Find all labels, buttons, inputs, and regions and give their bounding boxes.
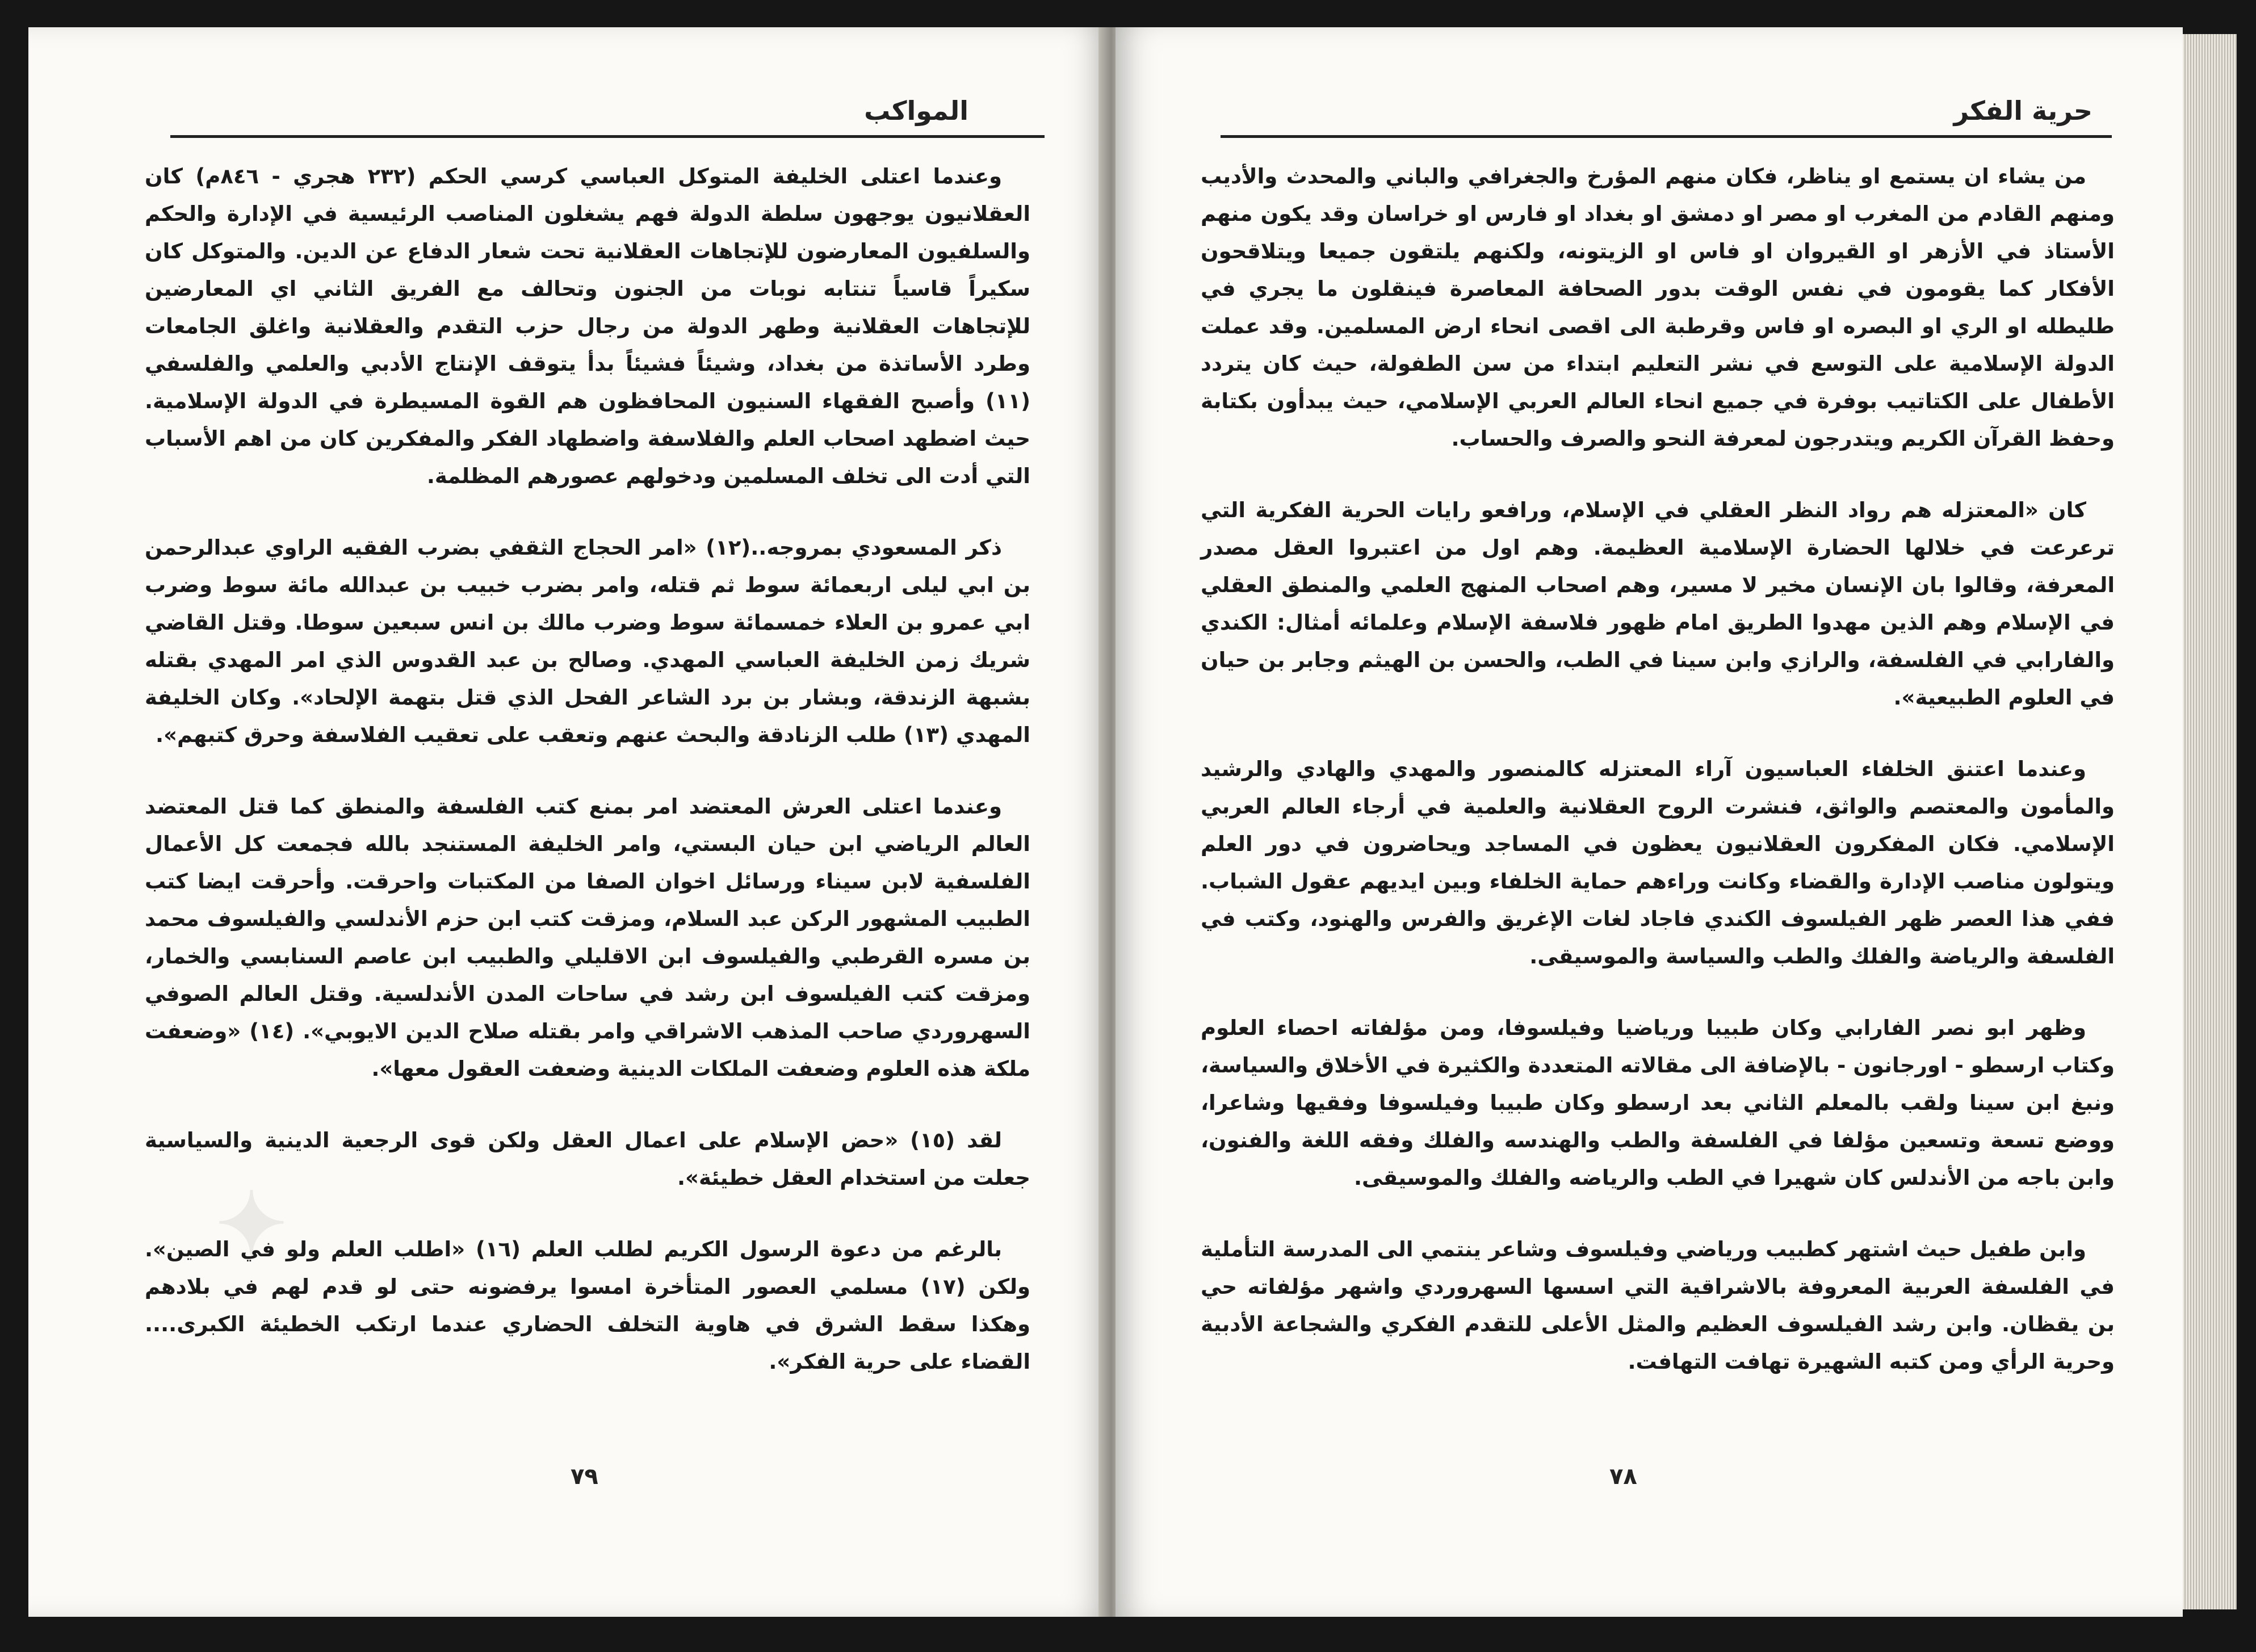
paragraph: وعندما اعتنق الخلفاء العباسيون آراء المعتزله كالمنصور والمهدي والهادي والرشيد والمأمون والمعتصم والواثق، فنشرت الروح العقلانية والعلمية في أرجاء العالم العربي الإسلامي. فكان المفكرون العقلانيون يعظون في المساجد ويحاضرون في دور العلم ويتولون مناصب الإدارة والقضاء وكانت وراءهم حماية الخلفاء وبين ايديهم عقول الشباب. ففي هذا العصر ظهر الفيلسوف الكندي فاجاد لغات الإغريق والفرس والهنود، وكتب في الفلسفة والرياضة والفلك والطب والسياسة والموسيقى.: [1201, 757, 2115, 968]
paragraph: لقد (١٥) «حض الإسلام على اعمال العقل ولكن قوى الرجعية الدينية والسياسية جعلت من استخدام العقل خطيئة».: [145, 1128, 1030, 1190]
paragraph: كان «المعتزله هم رواد النظر العقلي في الإسلام، ورافعو رايات الحرية الفكرية التي ترعرعت في خلالها الحضارة الإسلامية العظيمة. وهم اول من اعتبروا العقل مصدر المعرفة، وقالوا بان الإنسان مخير لا مسير، وهم اصحاب المنهج العلمي والمنطق العقلي في الإسلام وهم الذين مهدوا الطريق امام ظهور فلاسفة الإسلام وعلمائه أمثال: الكندي والفارابي في الفلسفة، والرازي وابن سينا في الطب، والحسن بن الهيثم وجابر بن حيان في العلوم الطبيعية».: [1201, 498, 2115, 710]
running-title: المواكب: [856, 95, 976, 126]
right-page: [1116, 27, 2183, 1617]
right-page-header: [1221, 95, 2112, 146]
paragraph: وعندما اعتلى الخليفة المتوكل العباسي كرسي الحكم (٢٣٢ هجري - ٨٤٦م) كان العقلانيون يوجهون سلطة الدولة فهم يشغلون المناصب الرئيسية في الإدارة والحكم والسلفيون المعارضون للإتجاهات العقلانية تحت شعار الدفاع عن الدين. والمتوكل كان سكيراً قاسياً تنتابه نوبات من الجنون وتحالف مع الفريق الثاني اي المعارضين للإتجاهات العقلانية وطهر الدولة من رجال حزب التقدم والعقلانية واغلق الجامعات وطرد الأساتذة من بغداد، وشيئاً فشيئاً بدأ يتوقف الإنتاج الأدبي والعلمي والفلسفي (١١) وأصبح الفقهاء السنيون المحافظون هم القوة المسيطرة في الدولة الإسلامية. حيث اضطهد اصحاب العلم والفلاسفة واضطهاد الفكر والمفكرين كان من اهم الأسباب التي أدت الى تخلف المسلمين ودخولهم عصورهم المظلمة.: [145, 164, 1030, 488]
paragraph: من يشاء ان يستمع او يناظر، فكان منهم المؤرخ والجغرافي والباني والمحدث والأديب ومنهم القادم من المغرب او مصر او دمشق او بغداد او فارس او خراسان وقد يكون منهم الأستاذ في الأزهر او القيروان او فاس او الزيتونه، ولكنهم يلتقون جميعا ويتلاقحون الأفكار كما يقومون في نفس الوقت بدور الصحافة المعاصرة فينقلون ما يجري في طليطله او الري او البصره او فاس وقرطبة الى اقصى انحاء ارض المسلمين. وقد عملت الدولة الإسلامية على التوسع في نشر التعليم ابتداء من سن الطفولة، حيث كان يتردد الأطفال على الكتاتيب بوفرة في جميع انحاء العالم العربي الإسلامي، حيث يبدأون بكتابة وحفظ القرآن الكريم ويتدرجون لمعرفة النحو والصرف والحساب.: [1201, 164, 2115, 451]
paragraph: وعندما اعتلى العرش المعتضد امر بمنع كتب الفلسفة والمنطق كما قتل المعتضد العالم الرياضي ابن حيان البستي، وامر الخليفة المستنجد بالله فجمعت كل الأعمال الفلسفية لابن سيناء ورسائل اخوان الصفا من المكتبات واحرقت. وأحرقت ايضا كتب الطبيب المشهور الركن عبد السلام، ومزقت كتب ابن حزم الأندلسي والفيلسوف محمد بن مسره القرطبي والفيلسوف ابن الاقليلي والطبيب ابن عاصم السنابسي والخمار، ومزقت كتب الفيلسوف ابن رشد في ساحات المدن الأندلسية. وقتل العالم الصوفي السهروردي صاحب المذهب الاشراقي وامر بقتله صلاح الدين الايوبي». (١٤) «وضعفت ملكة هذه العلوم وضعفت الملكات الدينية وضعفت العقول معها».: [145, 794, 1030, 1081]
running-title: حرية الفكر: [1946, 95, 2100, 126]
right-page-body: [1201, 158, 2115, 1415]
paragraph: ذكر المسعودي بمروجه..(١٢) «امر الحجاج الثقفي بضرب الفقيه الراوي عبدالرحمن بن ابي ليلى اربعمائة سوط ثم قتله، وامر بضرب خبيب بن عبدالله مائة سوط وضرب ابي عمرو بن العلاء خمسمائة سوط وضرب مالك بن انس سبعين سوطا. وقتل القاضي شريك زمن الخليفة العباسي المهدي. وصالح بن عبد القدوس الذي امر المهدي بقتله بشبهة الزندقة، وبشار بن برد الشاعر الفحل الذي قتل بتهمة الإلحاد». وكان الخليفة المهدي (١٣) طلب الزنادقة والبحث عنهم وتعقب على تعقيب الفلاسفة وحرق كتبهم».: [145, 535, 1030, 747]
header-rule: [1221, 135, 2112, 138]
show-through-text: ✦: [216, 1174, 287, 1274]
paragraph: بالرغم من دعوة الرسول الكريم لطلب العلم (١٦) «اطلب العلم ولو في الصين». ولكن (١٧) مسلمي العصور المتأخرة امسوا يرفضونه حتى لو قدم لهم في بلادهم وهكذا سقط الشرق في هاوية التخلف الحضاري عندما ارتكب الخطيئة الكبرى.... القضاء على حرية الفكر».: [145, 1237, 1030, 1374]
page-number: ٧٨: [1609, 1464, 1637, 1490]
header-rule: [170, 135, 1045, 138]
left-page-body: [145, 158, 1030, 1415]
page-number: ٧٩: [571, 1464, 598, 1490]
paragraph: وظهر ابو نصر الفارابي وكان طبيبا ورياضيا وفيلسوفا، ومن مؤلفاته احصاء العلوم وكتاب ارسطو - اورجانون - بالإضافة الى مقالاته المتعددة والكثيرة في الأخلاق والسياسة، ونبغ ابن سينا ولقب بالمعلم الثاني بعد ارسطو وكان طبيبا وفيلسوفا وفقيها وشاعرا، ووضع تسعة وتسعين مؤلفا في الفلسفة والطب والهندسه والفلك وفقه اللغة والفنون، وابن باجه من الأندلس كان شهيرا في الطب والرياضه والفلك والموسيقى.: [1201, 1016, 2115, 1190]
left-page: [28, 27, 1107, 1617]
page-edges: [2183, 34, 2237, 1609]
left-page-header: [170, 95, 1045, 146]
paragraph: وابن طفيل حيث اشتهر كطبيب ورياضي وفيلسوف وشاعر ينتمي الى المدرسة التأملية في الفلسفة العربية المعروفة بالاشراقية التي اسسها السهروردي واشهر مؤلفاته حي بن يقظان. وابن رشد الفيلسوف العظيم والمثل الأعلى للتقدم الفكري والشجاعة الأدبية وحرية الرأي ومن كتبه الشهيرة تهافت التهافت.: [1201, 1237, 2115, 1374]
